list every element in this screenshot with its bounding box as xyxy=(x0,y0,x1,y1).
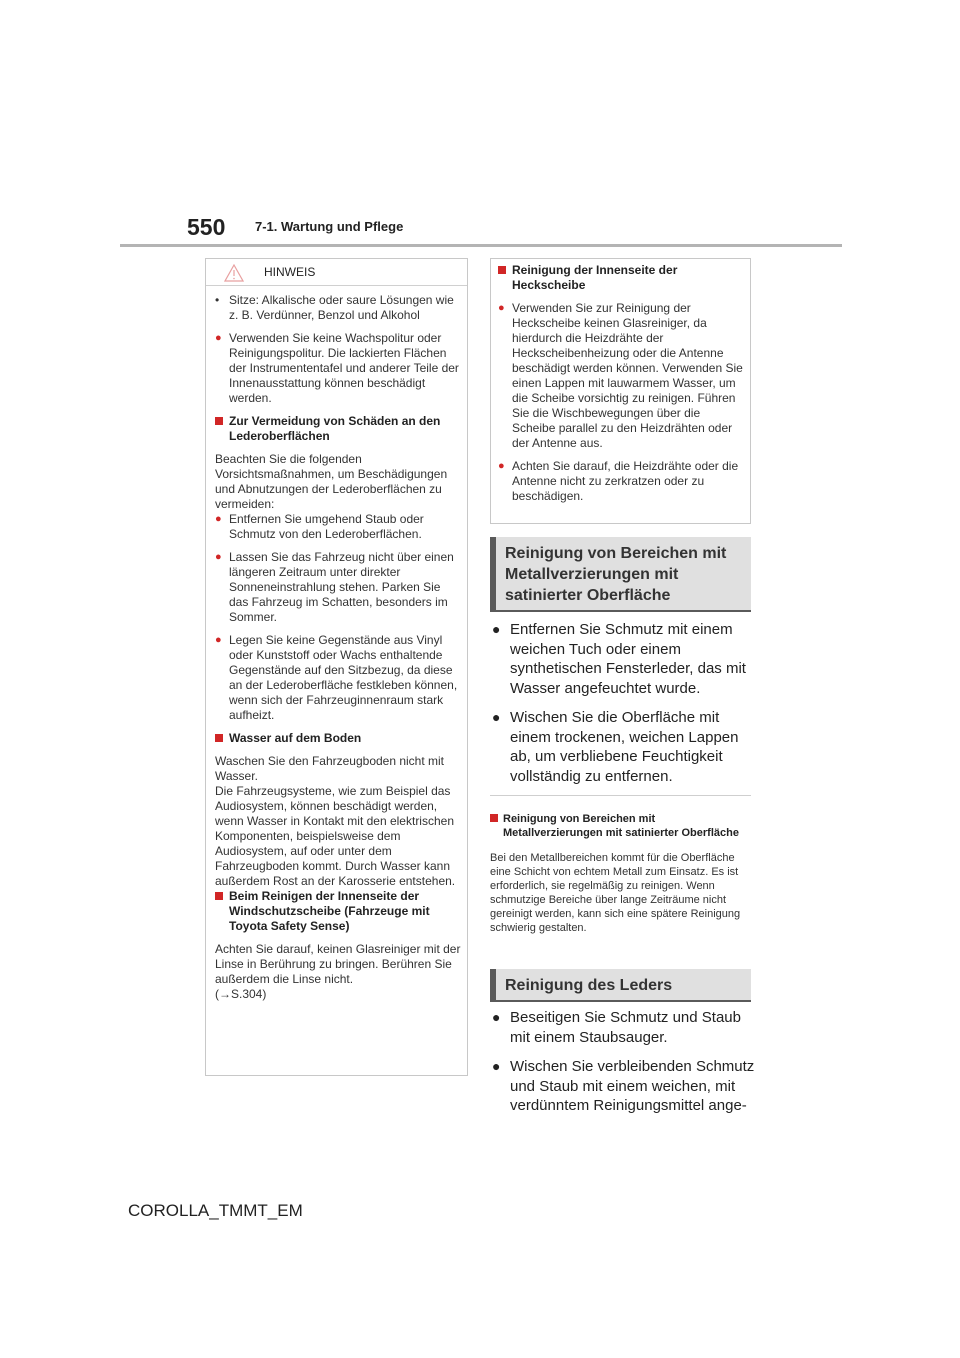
leather-item-text: Lassen Sie das Fahrzeug nicht über einen längeren Zeitraum unter direkter Sonneneinstrahlung stehen. Parken Sie das Fahrzeug im Schatten, besonders im Sommer. xyxy=(229,550,454,624)
seats-item xyxy=(215,293,461,323)
leather-step-text: Wischen Sie verbleibenden Schmutz und Staub mit einem weichen, mit verdünntem Reinigungsmittel ange- xyxy=(510,1058,755,1114)
seats-text: Sitze: Alkalische oder saure Lösungen wie z. B. Verdünner, Benzol und Alkohol xyxy=(229,293,454,322)
metal-step-text: Wischen Sie die Oberfläche mit einem trockenen, weichen Lappen ab, um verbliebene Feuchtigkeit vollständig zu entfernen. xyxy=(510,709,739,785)
section-heading-metal xyxy=(490,537,751,612)
metal-note xyxy=(490,801,751,946)
metal-step xyxy=(490,620,755,698)
page-number: 550 xyxy=(187,214,226,240)
rear-window-item xyxy=(498,459,744,504)
section-title: Reinigung des Leders xyxy=(505,977,673,994)
windshield-text: Achten Sie darauf, keinen Glasreiniger mit der Linse in Berührung zu bringen. Berühren Sie außerdem die Linse nicht. xyxy=(215,942,461,986)
rear-window-item xyxy=(498,301,744,451)
metal-note-heading-item xyxy=(490,812,751,840)
section-title: Reinigung von Bereichen mit Metallverzierungen mit satinierter Oberfläche xyxy=(505,545,727,604)
red-dot-icon: ● xyxy=(215,634,222,646)
water-heading-item xyxy=(215,731,461,746)
rear-window-heading-item xyxy=(498,263,744,293)
leather-heading-item xyxy=(215,414,461,444)
bullet-marker: ● xyxy=(492,1009,501,1025)
section-underline xyxy=(490,1000,751,1002)
notice-header xyxy=(206,259,467,285)
metal-step-text: Entfernen Sie Schmutz mit einem weichen Tuch oder einem synthetischen Fensterleder, das mit Wasser angefeuchtet wurde. xyxy=(510,621,746,697)
section-underline xyxy=(490,610,751,612)
section-heading-leather xyxy=(490,969,751,1002)
bullet-marker: ● xyxy=(492,621,501,637)
leather-intro: Beachten Sie die folgenden Vorsichtsmaßnahmen, um Beschädigungen und Abnutzungen der Lederoberflächen zu vermeiden: xyxy=(215,452,448,511)
leather-item-text: Entfernen Sie umgehend Staub oder Schmutz von den Lederoberflächen. xyxy=(229,512,424,541)
leather-item xyxy=(215,550,461,625)
red-dot-icon: ● xyxy=(215,332,222,344)
red-dot-icon: ● xyxy=(215,513,222,525)
metal-note-heading: Reinigung von Bereichen mit Metallverzierungen mit satinierter Oberfläche xyxy=(503,813,739,839)
document-code: COROLLA_TMMT_EM xyxy=(128,1201,303,1220)
red-dot-icon: ● xyxy=(498,460,505,472)
rear-window-content xyxy=(498,263,744,512)
red-dot-icon: ● xyxy=(215,551,222,563)
bullet-marker: ● xyxy=(492,1058,501,1074)
red-square-icon xyxy=(215,734,223,742)
windshield-heading-item xyxy=(215,889,461,934)
bullet-marker: • xyxy=(215,293,220,307)
red-square-icon xyxy=(215,892,223,900)
warning-triangle-icon xyxy=(224,264,244,282)
chapter-title: 7-1. Wartung und Pflege xyxy=(255,219,404,234)
red-square-icon xyxy=(498,266,506,274)
leather-item-text: Legen Sie keine Gegenstände aus Vinyl oder Kunststoff oder Wachs enthaltende Gegenstände auf den Sitzbezug, da diese an der Lederoberfläche festkleben können, wenn sich der Fahrzeuginnenraum stark aufheizt. xyxy=(229,633,458,722)
metal-note-text: Bei den Metallbereichen kommt für die Oberfläche eine Schicht von echtem Metall zum Einsatz. Es ist erforderlich, sie regelmäßig zu reinigen. Wenn schmutzige Bereiche über lange Zeiträume nicht gereinigt werden, kann sich eine spätere Reinigung schwierig gestalten. xyxy=(490,852,741,934)
leather-item xyxy=(215,633,461,723)
notice-divider xyxy=(206,285,467,286)
header-rule xyxy=(120,244,842,247)
wax-text: Verwenden Sie keine Wachspolitur oder Reinigungspolitur. Die lackierten Flächen der Instrumententafel und anderer Teile der Innenausstattung können beschädigt werden. xyxy=(229,331,459,405)
leather-step xyxy=(490,1057,755,1116)
metal-step xyxy=(490,708,755,786)
leather-step xyxy=(490,1008,755,1047)
metal-steps xyxy=(490,620,755,796)
bullet-marker: ● xyxy=(492,709,501,725)
red-square-icon xyxy=(215,417,223,425)
notice-content xyxy=(215,293,461,1002)
rear-window-heading: Reinigung der Innenseite der Heckscheibe xyxy=(512,263,678,292)
windshield-page-ref[interactable]: (→S.304) xyxy=(215,987,267,1001)
water-text: Waschen Sie den Fahrzeugboden nicht mit Wasser. Die Fahrzeugsysteme, wie zum Beispiel das Audiosystem, können beschädigt werden, wenn Wasser in Kontakt mit den elektrischen Komponenten, beispielsweise dem Audiosystem, auf oder unter dem Fahrzeugboden kommt. Durch Wasser kann außerdem Rost an der Karosserie entstehen. xyxy=(215,754,456,888)
grey-square-icon xyxy=(490,814,498,822)
leather-item xyxy=(215,512,461,542)
windshield-heading: Beim Reinigen der Innenseite der Windschutzscheibe (Fahrzeuge mit Toyota Safety Sense) xyxy=(229,889,430,933)
water-heading: Wasser auf dem Boden xyxy=(229,731,362,745)
rear-window-item-text: Verwenden Sie zur Reinigung der Heckscheibe keinen Glasreiniger, da hierdurch die Heizdrähte der Heckscheibenheizung oder die Antenne beschädigt werden können. Verwenden Sie einen Lappen mit lauwarmem Wasser, um die Scheibe vorsichtig zu reinigen. Führen Sie die Wischbewegungen über die Scheibe parallel zu den Heizdrähten oder der Antenne aus. xyxy=(512,301,743,450)
rear-window-item-text: Achten Sie darauf, die Heizdrähte oder die Antenne nicht zu zerkratzen oder zu beschädigen. xyxy=(512,459,739,503)
wax-item xyxy=(215,331,461,406)
red-dot-icon: ● xyxy=(498,302,505,314)
leather-step-text: Beseitigen Sie Schmutz und Staub mit einem Staubsauger. xyxy=(510,1009,741,1046)
leather-heading: Zur Vermeidung von Schäden an den Lederoberflächen xyxy=(229,414,441,443)
note-divider xyxy=(490,795,751,796)
notice-title: HINWEIS xyxy=(264,265,316,279)
leather-steps xyxy=(490,1008,755,1126)
